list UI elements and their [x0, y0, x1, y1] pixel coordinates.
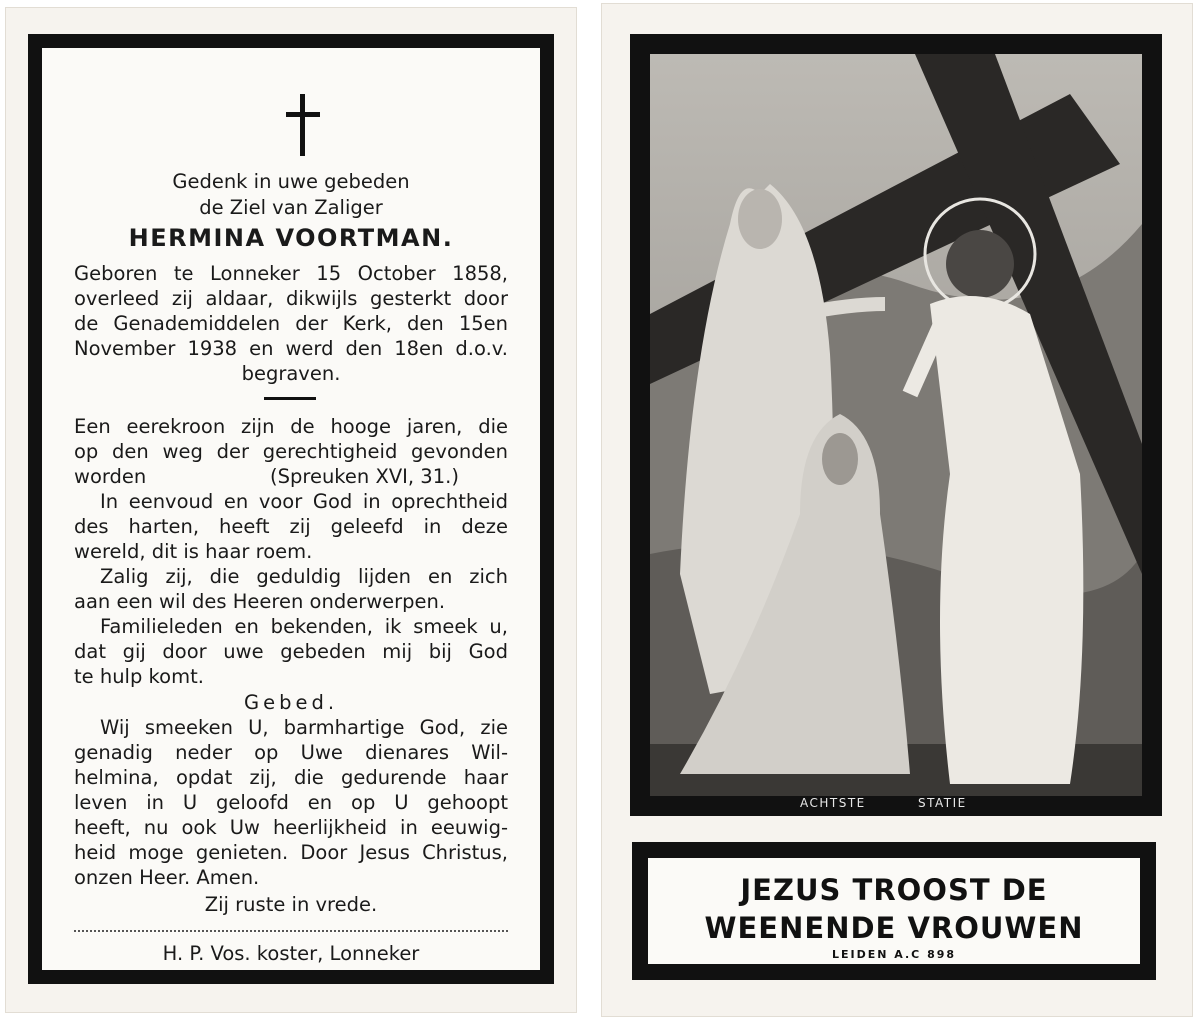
paragraph-line: te hulp komt.	[74, 665, 204, 688]
remember-line: Gedenk in uwe gebeden	[172, 170, 410, 193]
prayer-line: heeft, nu ook Uw heerlijkheid in eeuwig-	[74, 816, 508, 839]
paragraph-line: wereld, dit is haar roem.	[74, 540, 313, 563]
verse-line	[74, 465, 508, 490]
deceased-name: HERMINA VOORTMAN.	[128, 224, 454, 252]
prayer-line: genadig neder op Uwe dienares Wil-	[74, 741, 508, 764]
verse-line: op den weg der gerechtigheid gevonden	[74, 440, 508, 463]
card-text-area	[52, 58, 530, 965]
dotted-divider	[74, 930, 508, 932]
paragraph-line: Familieleden en bekenden, ik smeek u,	[100, 615, 508, 638]
illustration-frame	[630, 34, 1162, 816]
paragraph-line: In eenvoud en voor God in oprechtheid	[100, 490, 508, 513]
section-divider	[264, 397, 316, 400]
bio-line: begraven.	[241, 362, 341, 385]
paragraph-line: aan een wil des Heeren onderwerpen.	[74, 590, 446, 613]
cross-icon	[286, 94, 320, 156]
stations-of-the-cross-illustration	[650, 54, 1142, 796]
soul-line: de Ziel van Zaliger	[199, 196, 383, 219]
prayer-line: helmina, opdat zij, die gedurende haar	[74, 766, 508, 789]
bio-line: overleed zij aldaar, dikwijls gesterkt door	[74, 287, 508, 310]
rest-in-peace: Zij ruste in vrede.	[204, 893, 378, 916]
paragraph-line: Zalig zij, die geduldig lijden en zich	[100, 565, 508, 588]
bio-line: November 1938 en werd den 18en d.o.v.	[74, 337, 508, 360]
mourning-border	[28, 34, 554, 984]
paragraph-line: des harten, heeft zij geleefd in deze	[74, 515, 508, 538]
memorial-card-text-side	[6, 8, 576, 1012]
illustration-caption-left: ACHTSTE	[800, 796, 866, 810]
illustration-caption-right: STATIE	[918, 796, 967, 810]
bio-line: Geboren te Lonneker 15 October 1858,	[74, 262, 508, 285]
verse-word: worden	[74, 465, 147, 488]
memorial-card-image-side	[602, 4, 1192, 1016]
title-line-1: JEZUS TROOST DE	[740, 873, 1048, 907]
publisher-info: LEIDEN A.C 898	[831, 948, 957, 961]
paragraph-line: dat gij door uwe gebeden mij bij God	[74, 640, 508, 663]
prayer-heading: Gebed.	[243, 691, 339, 714]
prayer-line: leven in U geloofd en op U gehoopt	[74, 791, 508, 814]
prayer-line: heid moge genieten. Door Jesus Christus,	[74, 841, 508, 864]
title-line-2: WEENENDE VROUWEN	[704, 911, 1084, 945]
prayer-line: Wij smeeken U, barmhartige God, zie	[100, 716, 508, 739]
scripture-reference: (Spreuken XVI, 31.)	[270, 465, 459, 488]
printer-credit: H. P. Vos. koster, Lonneker	[162, 942, 420, 965]
bio-line: de Genademiddelen der Kerk, den 15en	[74, 312, 508, 335]
verse-line: Een eerekroon zijn de hooge jaren, die	[74, 415, 508, 438]
title-box	[632, 842, 1156, 980]
prayer-line: onzen Heer. Amen.	[74, 866, 260, 889]
